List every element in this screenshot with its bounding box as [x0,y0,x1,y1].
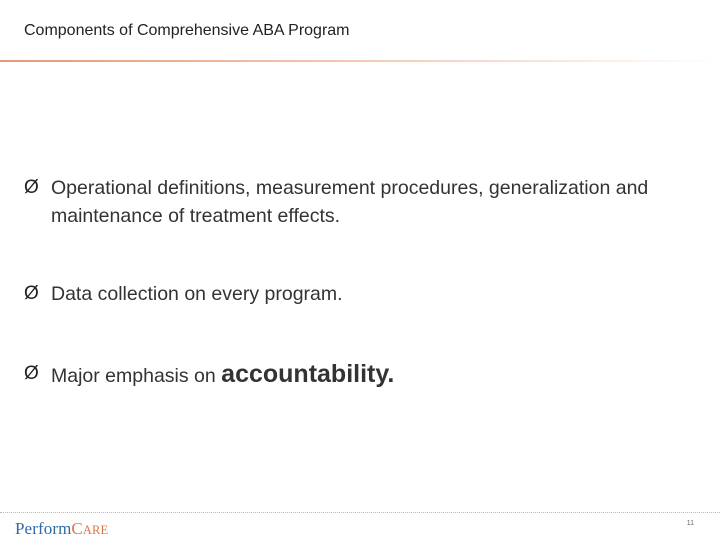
emphasis-text: accountability. [221,360,395,388]
title-divider [0,60,720,62]
logo-text-care-rest: ARE [82,523,109,537]
bullet-text-lead: Major emphasis on [51,365,222,387]
arrow-bullet-icon: Ø [24,177,39,198]
footer-divider [0,512,720,513]
logo-text-care-initial: C [71,519,83,538]
arrow-bullet-icon: Ø [24,363,39,384]
bullet-text: Operational definitions, measurement procedures, generalization and maintenance of treatment effects. [51,177,649,227]
bullet-text [51,360,704,390]
performcare-logo [15,519,108,539]
bullet-item [24,360,704,390]
slide-title: Components of Comprehensive ABA Program [24,22,350,39]
bullet-text: Data collection on every program. [51,283,343,305]
page-number: 11 [686,520,694,527]
bullet-item [24,280,704,308]
logo-text-perform: Perform [15,519,72,538]
arrow-bullet-icon: Ø [24,283,39,304]
bullet-item [24,174,704,230]
